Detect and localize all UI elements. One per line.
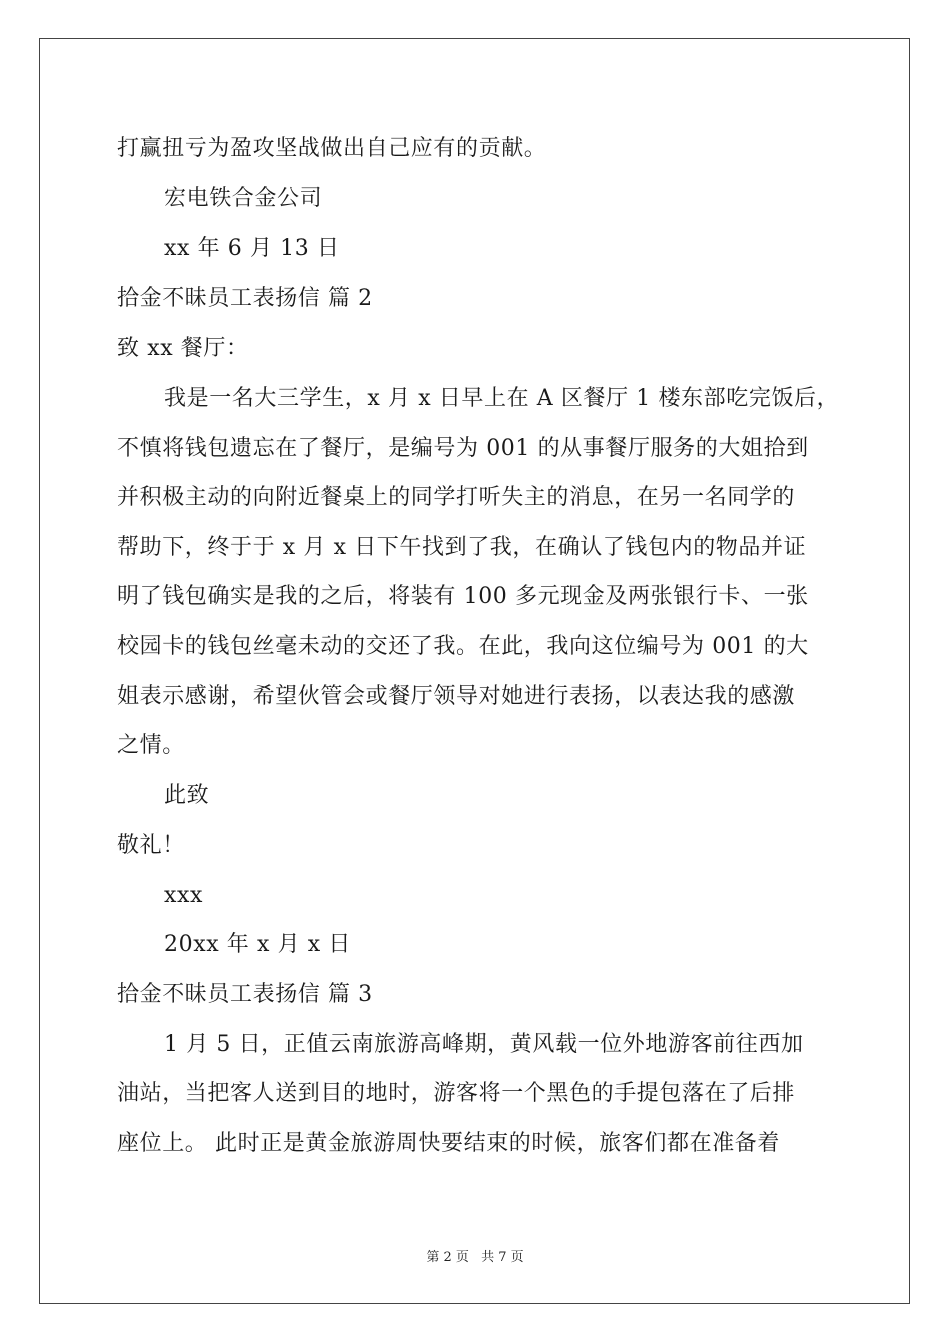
date-line: 20xx 年 x 月 x 日 — [164, 932, 351, 957]
signature: xxx — [164, 883, 204, 908]
text-line: 之情。 — [117, 733, 185, 758]
closing-salute: 敬礼！ — [117, 833, 185, 858]
page-border — [39, 38, 910, 1304]
text-line: 打赢扭亏为盈攻坚战做出自己应有的贡献。 — [117, 136, 547, 161]
closing-line: 此致 — [164, 783, 210, 808]
text-line: 校园卡的钱包丝毫未动的交还了我。在此，我向这位编号为 001 的大 — [117, 634, 809, 659]
page-number: 第 2 页 — [426, 1250, 469, 1265]
page-footer — [0, 1246, 950, 1265]
company-name: 宏电铁合金公司 — [164, 186, 323, 211]
text-line: 明了钱包确实是我的之后，将装有 100 多元现金及两张银行卡、一张 — [117, 584, 809, 609]
text-line: 我是一名大三学生，x 月 x 日早上在 A 区餐厅 1 楼东部吃完饭后， — [164, 386, 840, 411]
text-line: 油站，当把客人送到目的地时，游客将一个黑色的手提包落在了后排 — [117, 1081, 796, 1106]
section-heading: 拾金不昧员工表扬信 篇 3 — [117, 982, 373, 1007]
text-line: 1 月 5 日，正值云南旅游高峰期，黄风载一位外地游客前往西加 — [164, 1032, 804, 1057]
date-line: xx 年 6 月 13 日 — [164, 236, 340, 261]
text-line: 帮助下，终于于 x 月 x 日下午找到了我，在确认了钱包内的物品并证 — [117, 535, 807, 560]
text-line: 姐表示感谢，希望伙管会或餐厅领导对她进行表扬，以表达我的感激 — [117, 684, 796, 709]
text-line: 座位上。 此时正是黄金旅游周快要结束的时候，旅客们都在准备着 — [117, 1131, 780, 1156]
section-heading: 拾金不昧员工表扬信 篇 2 — [117, 286, 373, 311]
text-line: 并积极主动的向附近餐桌上的同学打听失主的消息，在另一名同学的 — [117, 485, 796, 510]
page-total: 共 7 页 — [481, 1250, 524, 1265]
text-line: 不慎将钱包遗忘在了餐厅，是编号为 001 的从事餐厅服务的大姐拾到 — [117, 436, 809, 461]
salutation: 致 xx 餐厅： — [117, 336, 249, 361]
